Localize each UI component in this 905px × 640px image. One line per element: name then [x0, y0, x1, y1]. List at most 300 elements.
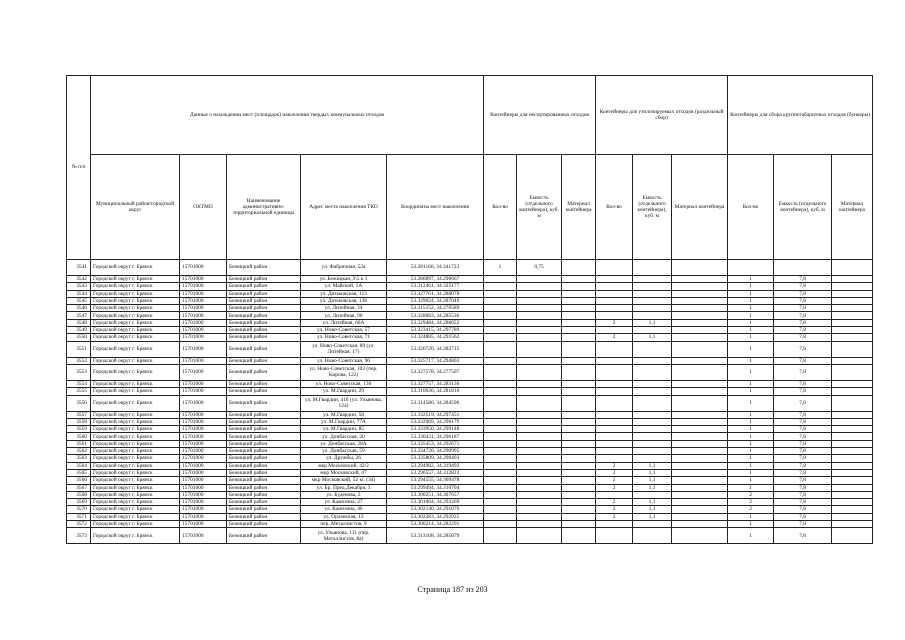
territory-cell: Бежицкий район [227, 411, 301, 418]
header-unsorted-material: Материал контейнера [562, 155, 596, 260]
municipality-cell: Городской округ г. Брянск [91, 388, 180, 395]
recycle-count-cell [596, 433, 633, 440]
bulky-material-cell [832, 418, 873, 425]
bulky-count-cell: 1 [728, 395, 774, 411]
unsorted-volume-cell: 0,75 [517, 260, 562, 276]
bulky-count-cell: 1 [728, 357, 774, 364]
coordinates-cell: 53.281166, 34.341723 [387, 260, 484, 276]
table-row [67, 395, 873, 411]
address-cell: ул. Ульянова, 111 (пер. Металлистов, 8а) [301, 528, 387, 544]
bulky-count-cell: 1 [728, 297, 774, 304]
territory-cell: Бежицкий район [227, 319, 301, 326]
bulky-volume-cell: 7,8 [774, 341, 832, 357]
table-row [67, 469, 873, 476]
municipality-cell: Городской округ г. Брянск [91, 276, 180, 283]
address-cell: ул. Ново-Советская, 89 (ул. Литейная, 17) [301, 341, 387, 357]
territory-cell: Бежицкий район [227, 484, 301, 491]
unsorted-volume-cell [517, 283, 562, 290]
table-row [67, 312, 873, 319]
unsorted-count-cell [484, 418, 517, 425]
bulky-material-cell [832, 484, 873, 491]
table-row [67, 433, 873, 440]
unsorted-volume-cell [517, 395, 562, 411]
oktmo-cell: 15701000 [180, 499, 227, 506]
recycle-material-cell [672, 433, 728, 440]
oktmo-cell: 15701000 [180, 260, 227, 276]
recycle-volume-cell [633, 528, 672, 544]
municipality-cell: Городской округ г. Брянск [91, 297, 180, 304]
recycle-count-cell [596, 260, 633, 276]
address-cell: ул. Донбасская, 28А [301, 440, 387, 447]
recycle-material-cell [672, 319, 728, 326]
bulky-volume-cell: 7,8 [774, 484, 832, 491]
row-number: 3571 [67, 513, 91, 520]
unsorted-count-cell [484, 364, 517, 380]
bulky-material-cell [832, 305, 873, 312]
header-address: Адрес места накопления ТКО [301, 155, 387, 260]
bulky-volume-cell: 7,8 [774, 312, 832, 319]
unsorted-volume-cell [517, 380, 562, 387]
bulky-count-cell: 1 [728, 513, 774, 520]
unsorted-material-cell [562, 297, 596, 304]
bulky-volume-cell: 7,8 [774, 499, 832, 506]
table-row [67, 506, 873, 513]
unsorted-count-cell [484, 499, 517, 506]
territory-cell: Бежицкий район [227, 276, 301, 283]
coordinates-cell: 53.335453, 34.292671 [387, 440, 484, 447]
recycle-count-cell: 2 [596, 462, 633, 469]
table-row [67, 388, 873, 395]
bulky-count-cell: 1 [728, 312, 774, 319]
recycle-material-cell [672, 440, 728, 447]
bulky-material-cell [832, 506, 873, 513]
unsorted-count-cell [484, 491, 517, 498]
territory-cell: Бежицкий район [227, 297, 301, 304]
bulky-volume-cell: 7,8 [774, 290, 832, 297]
bulky-volume-cell: 7,8 [774, 283, 832, 290]
municipality-cell: Городской округ г. Брянск [91, 521, 180, 528]
row-number: 3541 [67, 260, 91, 276]
row-number: 3550 [67, 334, 91, 341]
address-cell: ул. Орловская, 13 [301, 513, 387, 520]
unsorted-material-cell [562, 418, 596, 425]
territory-cell: Бежицкий район [227, 260, 301, 276]
oktmo-cell: 15701000 [180, 426, 227, 433]
unsorted-volume-cell [517, 411, 562, 418]
recycle-volume-cell: 1,1 [633, 319, 672, 326]
recycle-count-cell [596, 388, 633, 395]
bulky-material-cell [832, 395, 873, 411]
oktmo-cell: 15701000 [180, 491, 227, 498]
bulky-material-cell [832, 380, 873, 387]
unsorted-volume-cell [517, 455, 562, 462]
bulky-material-cell [832, 276, 873, 283]
recycle-volume-cell [633, 491, 672, 498]
bulky-volume-cell: 7,8 [774, 448, 832, 455]
bulky-count-cell: 1 [728, 433, 774, 440]
territory-cell: Бежицкий район [227, 469, 301, 476]
bulky-volume-cell: 7,8 [774, 521, 832, 528]
unsorted-volume-cell [517, 327, 562, 334]
row-number: 3551 [67, 341, 91, 357]
row-number: 3546 [67, 305, 91, 312]
coordinates-cell: 53.294555, 34.309478 [387, 477, 484, 484]
bulky-volume-cell: 7,8 [774, 305, 832, 312]
coordinates-cell: 53.302140, 34.291070 [387, 506, 484, 513]
unsorted-volume-cell [517, 448, 562, 455]
recycle-volume-cell [633, 297, 672, 304]
row-number: 3547 [67, 312, 91, 319]
territory-cell: Бежицкий район [227, 312, 301, 319]
recycle-material-cell [672, 327, 728, 334]
bulky-count-cell: 1 [728, 411, 774, 418]
recycle-volume-cell: 1,1 [633, 513, 672, 520]
unsorted-count-cell [484, 484, 517, 491]
row-number: 3549 [67, 327, 91, 334]
oktmo-cell: 15701000 [180, 297, 227, 304]
bulky-volume-cell: 7,8 [774, 506, 832, 513]
oktmo-cell: 15701000 [180, 357, 227, 364]
territory-cell: Бежицкий район [227, 334, 301, 341]
recycle-material-cell [672, 388, 728, 395]
bulky-count-cell: 1 [728, 418, 774, 425]
table-row [67, 290, 873, 297]
bulky-count-cell: 1 [728, 334, 774, 341]
territory-cell: Бежицкий район [227, 388, 301, 395]
recycle-volume-cell [633, 448, 672, 455]
coordinates-cell: 53.301064, 34.293269 [387, 499, 484, 506]
unsorted-material-cell [562, 477, 596, 484]
unsorted-material-cell [562, 462, 596, 469]
recycle-count-cell: 2 [596, 506, 633, 513]
table-row [67, 334, 873, 341]
recycle-count-cell [596, 276, 633, 283]
municipality-cell: Городской округ г. Брянск [91, 341, 180, 357]
unsorted-volume-cell [517, 521, 562, 528]
table-row [67, 380, 873, 387]
address-cell: ул. Дружбы, 26 [301, 455, 387, 462]
address-cell: ул. Камозина, 27 [301, 499, 387, 506]
recycle-count-cell: 2 [596, 319, 633, 326]
municipality-cell: Городской округ г. Брянск [91, 411, 180, 418]
recycle-volume-cell [633, 283, 672, 290]
unsorted-material-cell [562, 305, 596, 312]
recycle-material-cell [672, 491, 728, 498]
unsorted-material-cell [562, 440, 596, 447]
address-cell: мкр Московский, 52 кі. (34) [301, 477, 387, 484]
table-row [67, 477, 873, 484]
bulky-count-cell: 1 [728, 276, 774, 283]
unsorted-count-cell [484, 341, 517, 357]
unsorted-material-cell [562, 455, 596, 462]
recycle-material-cell [672, 513, 728, 520]
oktmo-cell: 15701000 [180, 283, 227, 290]
municipality-cell: Городской округ г. Брянск [91, 462, 180, 469]
recycle-count-cell [596, 283, 633, 290]
oktmo-cell: 15701000 [180, 305, 227, 312]
recycle-material-cell [672, 462, 728, 469]
unsorted-material-cell [562, 513, 596, 520]
bulky-volume-cell: 7,8 [774, 388, 832, 395]
table-row [67, 305, 873, 312]
unsorted-count-cell [484, 297, 517, 304]
address-cell: ул. Фабричная, 52а [301, 260, 387, 276]
coordinates-cell: 53.334726, 34.290995 [387, 448, 484, 455]
municipality-cell: Городской округ г. Брянск [91, 283, 180, 290]
unsorted-volume-cell [517, 297, 562, 304]
address-cell: ул. Литейная, 90 [301, 312, 387, 319]
waste-sites-table [66, 75, 873, 544]
unsorted-material-cell [562, 290, 596, 297]
recycle-count-cell [596, 528, 633, 544]
row-number: 3567 [67, 484, 91, 491]
recycle-material-cell [672, 528, 728, 544]
recycle-volume-cell [633, 380, 672, 387]
recycle-material-cell [672, 395, 728, 411]
recycle-material-cell [672, 341, 728, 357]
municipality-cell: Городской округ г. Брянск [91, 327, 180, 334]
unsorted-volume-cell [517, 357, 562, 364]
bulky-volume-cell: 7,8 [774, 327, 832, 334]
oktmo-cell: 15701000 [180, 506, 227, 513]
recycle-material-cell [672, 477, 728, 484]
recycle-count-cell [596, 312, 633, 319]
recycle-count-cell [596, 440, 633, 447]
bulky-volume-cell: 7,8 [774, 334, 832, 341]
header-unsorted-group: Контейнеры для несортированных отходов [484, 76, 596, 155]
unsorted-material-cell [562, 433, 596, 440]
row-number: 3570 [67, 506, 91, 513]
recycle-count-cell: 2 [596, 334, 633, 341]
bulky-volume-cell: 7,8 [774, 418, 832, 425]
territory-cell: Бежицкий район [227, 395, 301, 411]
unsorted-material-cell [562, 388, 596, 395]
header-coordinates: Координаты мест накопления [387, 155, 484, 260]
unsorted-count-cell [484, 477, 517, 484]
municipality-cell: Городской округ г. Брянск [91, 260, 180, 276]
bulky-count-cell: 1 [728, 319, 774, 326]
unsorted-volume-cell [517, 440, 562, 447]
recycle-count-cell [596, 364, 633, 380]
recycle-material-cell [672, 484, 728, 491]
header-oktmo: ОКТМО [180, 155, 227, 260]
municipality-cell: Городской округ г. Брянск [91, 484, 180, 491]
oktmo-cell: 15701000 [180, 334, 227, 341]
unsorted-count-cell [484, 395, 517, 411]
header-recycle-group: Контейнеры для утилизируемых отходов (раздельный сбор) [596, 76, 728, 155]
bulky-material-cell [832, 341, 873, 357]
address-cell: ул. Ново-Советская, 130 [301, 380, 387, 387]
recycle-volume-cell [633, 290, 672, 297]
unsorted-count-cell [484, 462, 517, 469]
row-number: 3560 [67, 433, 91, 440]
header-bulky-group: Контейнеры для сбора крупногабаритных отходов (бункеры) [728, 76, 873, 155]
recycle-count-cell: 2 [596, 484, 633, 491]
recycle-count-cell: 2 [596, 499, 633, 506]
recycle-count-cell [596, 411, 633, 418]
recycle-count-cell [596, 448, 633, 455]
bulky-count-cell: 1 [728, 426, 774, 433]
address-cell: ул. М.Гвардии, 77А [301, 418, 387, 425]
address-cell: ул. Литейная, 34 [301, 305, 387, 312]
unsorted-material-cell [562, 312, 596, 319]
row-number: 3553 [67, 364, 91, 380]
unsorted-material-cell [562, 499, 596, 506]
recycle-volume-cell [633, 395, 672, 411]
recycle-material-cell [672, 380, 728, 387]
municipality-cell: Городской округ г. Брянск [91, 506, 180, 513]
recycle-count-cell [596, 418, 633, 425]
recycle-count-cell: 2 [596, 513, 633, 520]
unsorted-volume-cell [517, 312, 562, 319]
unsorted-material-cell [562, 484, 596, 491]
bulky-count-cell: 2 [728, 506, 774, 513]
bulky-count-cell: 1 [728, 462, 774, 469]
recycle-volume-cell: 1,1 [633, 334, 672, 341]
bulky-volume-cell: 7,8 [774, 297, 832, 304]
bulky-count-cell: 1 [728, 455, 774, 462]
territory-cell: Бежицкий район [227, 357, 301, 364]
table-row [67, 513, 873, 520]
unsorted-count-cell: 1 [484, 260, 517, 276]
recycle-volume-cell [633, 426, 672, 433]
bulky-volume-cell: 7,8 [774, 395, 832, 411]
unsorted-material-cell [562, 426, 596, 433]
recycle-material-cell [672, 469, 728, 476]
recycle-material-cell [672, 455, 728, 462]
table-row [67, 448, 873, 455]
recycle-volume-cell: 1,1 [633, 484, 672, 491]
bulky-volume-cell: 7,8 [774, 364, 832, 380]
bulky-material-cell [832, 260, 873, 276]
table-row [67, 411, 873, 418]
table-row [67, 260, 873, 276]
table-row [67, 491, 873, 498]
recycle-volume-cell: 1,1 [633, 506, 672, 513]
header-municipality: Муниципальный район/городской округ [91, 155, 180, 260]
header-recycle-count: Кол-во [596, 155, 633, 260]
bulky-material-cell [832, 521, 873, 528]
address-cell: ул. Ново-Советская, 103 (пер. Кирова, 122) [301, 364, 387, 380]
bulky-material-cell [832, 364, 873, 380]
municipality-cell: Городской округ г. Брянск [91, 513, 180, 520]
municipality-cell: Городской округ г. Брянск [91, 334, 180, 341]
municipality-cell: Городской округ г. Брянск [91, 499, 180, 506]
municipality-cell: Городской округ г. Брянск [91, 477, 180, 484]
table-row [67, 297, 873, 304]
bulky-volume-cell: 7,8 [774, 411, 832, 418]
oktmo-cell: 15701000 [180, 513, 227, 520]
recycle-count-cell [596, 426, 633, 433]
bulky-material-cell [832, 283, 873, 290]
row-number: 3558 [67, 418, 91, 425]
unsorted-volume-cell [517, 528, 562, 544]
unsorted-count-cell [484, 357, 517, 364]
recycle-volume-cell [633, 341, 672, 357]
bulky-count-cell: 1 [728, 380, 774, 387]
unsorted-volume-cell [517, 499, 562, 506]
recycle-material-cell [672, 357, 728, 364]
bulky-material-cell [832, 528, 873, 544]
municipality-cell: Городской округ г. Брянск [91, 455, 180, 462]
oktmo-cell: 15701000 [180, 462, 227, 469]
unsorted-material-cell [562, 521, 596, 528]
row-number: 3554 [67, 380, 91, 387]
coordinates-cell: 53.313108, 34.285879 [387, 528, 484, 544]
municipality-cell: Городской округ г. Брянск [91, 305, 180, 312]
unsorted-material-cell [562, 380, 596, 387]
recycle-volume-cell [633, 260, 672, 276]
recycle-count-cell [596, 297, 633, 304]
bulky-volume-cell: 7,8 [774, 276, 832, 283]
address-cell: пер. Металлистов, 9 [301, 521, 387, 528]
bulky-volume-cell: 7,8 [774, 528, 832, 544]
recycle-count-cell: 2 [596, 477, 633, 484]
bulky-count-cell: 1 [728, 521, 774, 528]
address-cell: ул. М.Гвардии, 58 [301, 411, 387, 418]
unsorted-volume-cell [517, 418, 562, 425]
unsorted-count-cell [484, 448, 517, 455]
territory-cell: Бежицкий район [227, 433, 301, 440]
bulky-material-cell [832, 297, 873, 304]
bulky-material-cell [832, 290, 873, 297]
bulky-count-cell: 2 [728, 499, 774, 506]
address-cell: ул. Дятьковская, 113 [301, 290, 387, 297]
bulky-material-cell [832, 499, 873, 506]
unsorted-volume-cell [517, 276, 562, 283]
coordinates-cell: 53.312461, 34.325177 [387, 283, 484, 290]
bulky-volume-cell: 7,8 [774, 433, 832, 440]
unsorted-volume-cell [517, 469, 562, 476]
unsorted-volume-cell [517, 290, 562, 297]
municipality-cell: Городской округ г. Брянск [91, 357, 180, 364]
unsorted-material-cell [562, 469, 596, 476]
header-location-group: Данные о нахождении мест (площадок) накопления твердых коммунальных отходов [91, 76, 484, 155]
coordinates-cell: 53.329024, 34.287049 [387, 297, 484, 304]
oktmo-cell: 15701000 [180, 319, 227, 326]
coordinates-cell: 53.325717, 34.294803 [387, 357, 484, 364]
unsorted-count-cell [484, 312, 517, 319]
coordinates-cell: 53.327757, 34.283136 [387, 380, 484, 387]
unsorted-count-cell [484, 455, 517, 462]
row-number: 3565 [67, 469, 91, 476]
recycle-material-cell [672, 499, 728, 506]
address-cell: ул. Ново-Советская, 96 [301, 357, 387, 364]
coordinates-cell: 53.310636, 34.281810 [387, 388, 484, 395]
recycle-material-cell [672, 364, 728, 380]
unsorted-material-cell [562, 283, 596, 290]
table-row [67, 276, 873, 283]
bulky-material-cell [832, 411, 873, 418]
bulky-count-cell: 1 [728, 484, 774, 491]
oktmo-cell: 15701000 [180, 341, 227, 357]
recycle-material-cell [672, 506, 728, 513]
bulky-material-cell [832, 433, 873, 440]
bulky-material-cell [832, 440, 873, 447]
recycle-count-cell [596, 357, 633, 364]
recycle-volume-cell [633, 312, 672, 319]
unsorted-count-cell [484, 380, 517, 387]
address-cell: ул. М.Гвардии, 29 [301, 388, 387, 395]
bulky-material-cell [832, 357, 873, 364]
header-recycle-material: Материал контейнера [672, 155, 728, 260]
address-cell: ул. Буденова, 2 [301, 491, 387, 498]
recycle-volume-cell [633, 418, 672, 425]
bulky-count-cell: 2 [728, 491, 774, 498]
unsorted-material-cell [562, 491, 596, 498]
coordinates-cell: 53.286897, 34.296667 [387, 276, 484, 283]
bulky-count-cell: 1 [728, 440, 774, 447]
